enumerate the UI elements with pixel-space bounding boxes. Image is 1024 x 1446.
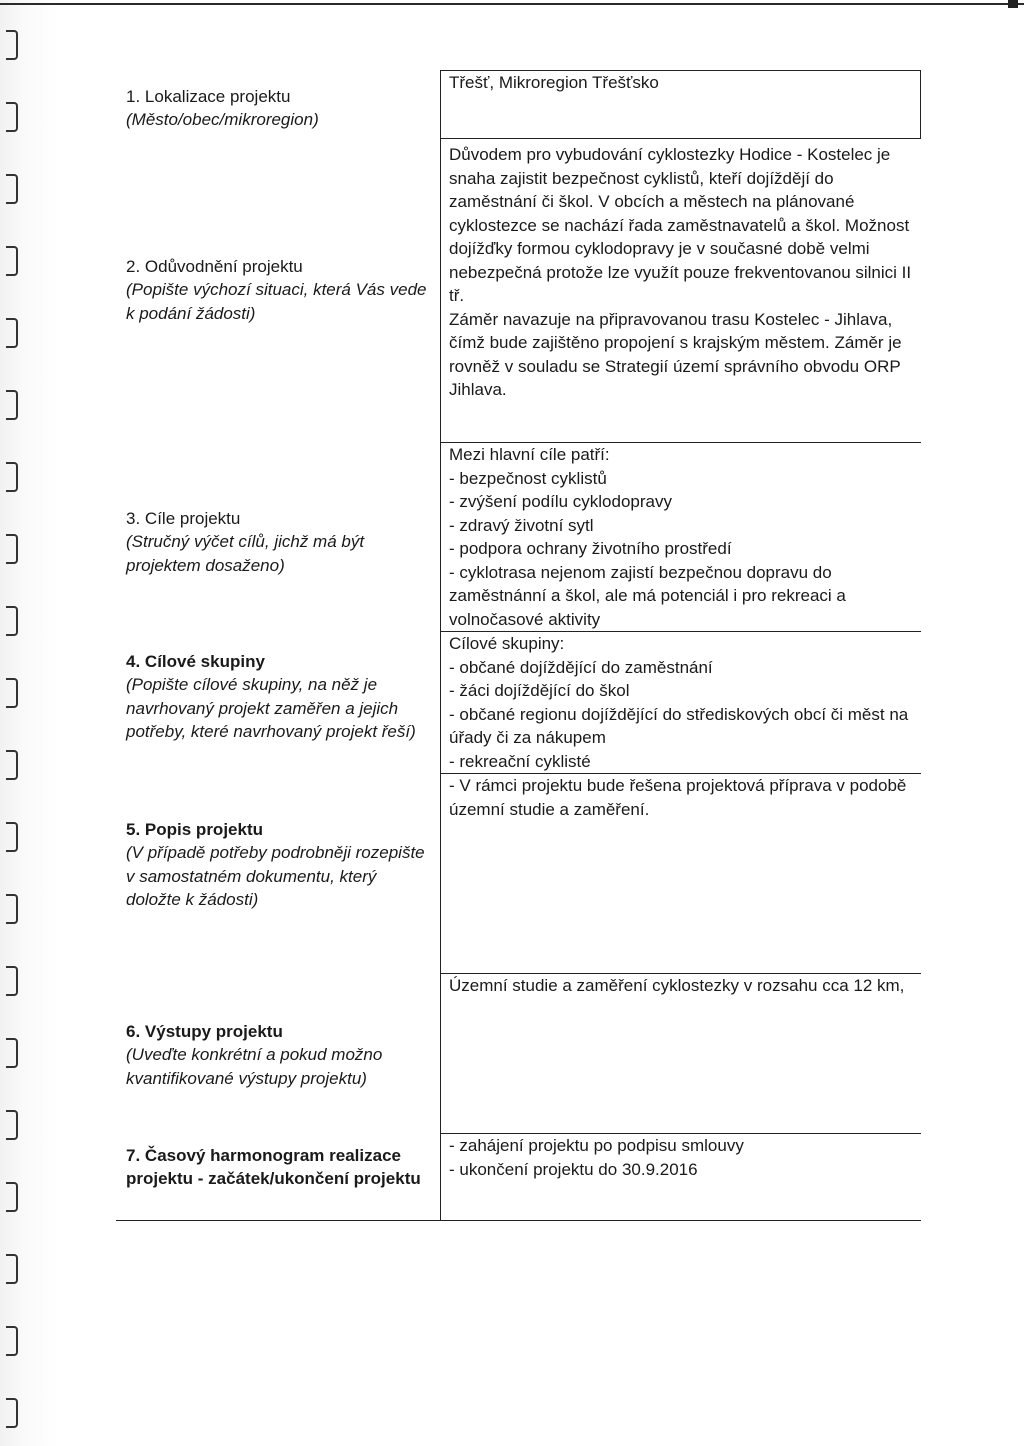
section-content-1: Třešť, Mikroregion Třešťsko (449, 73, 659, 92)
section-row-6 (116, 974, 921, 1134)
section-subtitle-3: (Stručný výčet cílů, jichž má být projektem dosaženo) (126, 532, 365, 575)
group-item-4: - rekreační cyklisté (449, 751, 591, 771)
section-content-6: Územní studie a zaměření cyklostezky v rozsahu cca 12 km, (449, 976, 905, 995)
section-row-3 (116, 443, 921, 632)
corner-mark (1008, 0, 1018, 8)
binding-ring (6, 174, 18, 204)
section-title-2: Odůvodnění projektu (144, 256, 303, 276)
section-label-cell-2 (116, 139, 441, 443)
section-row-4 (116, 632, 921, 774)
binding-ring (6, 102, 18, 132)
binding-ring (6, 1326, 18, 1356)
goal-item-5: - cyklotrasa nejenom zajistí bezpečnou dopravu do zaměstnánní a škol, ale má potenciál i pro rekreaci a volnočasové aktivity (449, 562, 846, 629)
section-content-2-p2: Záměr navazuje na připravovanou trasu Kostelec - Jihlava, čímž bude zajištěno propojení s krajským městem. Záměr je rovněž v souladu se Strategií území správního obvodu ORP Jihlava. (449, 309, 902, 399)
group-item-3: - občané regionu dojíždějící do střediskových obcí či měst na úřady či za nákupem (449, 704, 909, 747)
goals-intro: Mezi hlavní cíle patří: (449, 445, 610, 464)
timeline-end: - ukončení projektu do 30.9.2016 (449, 1159, 698, 1179)
binding-ring (6, 30, 18, 60)
section-title-4: Cílové skupiny (144, 651, 265, 671)
binding-ring (6, 390, 18, 420)
section-label-cell-7 (116, 1134, 441, 1221)
timeline-start: - zahájení projektu po podpisu smlouvy (449, 1136, 744, 1155)
section-content-cell-2 (441, 139, 921, 443)
section-label-cell-1 (116, 71, 441, 139)
binding-ring (6, 606, 18, 636)
section-title-3: Cíle projektu (144, 508, 241, 528)
groups-intro: Cílové skupiny: (449, 634, 565, 653)
section-label-cell-3 (116, 443, 441, 632)
section-content-cell-6 (441, 974, 921, 1134)
binding-ring (6, 678, 18, 708)
binding-ring (6, 822, 18, 852)
section-content-cell-7 (441, 1134, 921, 1221)
section-label-cell-6 (116, 974, 441, 1134)
section-title-6: Výstupy projektu (144, 1021, 283, 1041)
binding-ring (6, 750, 18, 780)
section-number-3: 3. (126, 508, 141, 528)
section-row-2 (116, 139, 921, 443)
project-form-table (116, 70, 921, 1221)
binding-ring (6, 246, 18, 276)
section-content-cell-1 (441, 71, 921, 139)
section-content-cell-5 (441, 774, 921, 974)
section-number-2: 2. (126, 256, 141, 276)
binding-ring (6, 462, 18, 492)
section-title-5: Popis projektu (144, 819, 263, 839)
section-number-4: 4. (126, 651, 141, 671)
binding-ring (6, 1398, 18, 1428)
section-row-5 (116, 774, 921, 974)
section-row-7 (116, 1134, 921, 1221)
section-number-5: 5. (126, 819, 141, 839)
section-content-5: - V rámci projektu bude řešena projektová příprava v podobě územní studie a zaměření. (449, 776, 907, 819)
binding-ring (6, 1254, 18, 1284)
section-subtitle-2: (Popište výchozí situaci, která Vás vede k podání žádosti) (126, 280, 427, 323)
binding-ring (6, 318, 18, 348)
section-number-6: 6. (126, 1021, 141, 1041)
binding-ring (6, 894, 18, 924)
binding-ring (6, 1182, 18, 1212)
binding-ring (6, 1038, 18, 1068)
section-label-cell-5 (116, 774, 441, 974)
section-subtitle-5: (V případě potřeby podrobněji rozepište v samostatném dokumentu, který doložte k žádosti) (126, 843, 425, 909)
binding-ring (6, 1110, 18, 1140)
section-subtitle-1: (Město/obec/mikroregion) (126, 110, 319, 129)
section-subtitle-4: (Popište cílové skupiny, na něž je navrhovaný projekt zaměřen a jejich potřeby, které navrhovaný projekt řeší) (126, 675, 416, 741)
section-label-cell-4 (116, 632, 441, 774)
goal-item-2: - zvýšení podílu cyklodopravy (449, 492, 672, 511)
group-item-2: - žáci dojíždějící do škol (449, 681, 630, 700)
goal-item-3: - zdravý životní sytl (449, 515, 594, 535)
section-number-1: 1. (126, 86, 141, 106)
section-row-1 (116, 71, 921, 139)
section-number-7: 7. (126, 1145, 141, 1165)
spiral-binding (0, 0, 40, 1446)
group-item-1: - občané dojíždějící do zaměstnání (449, 657, 713, 677)
section-subtitle-6: (Uveďte konkrétní a pokud možno kvantifikované výstupy projektu) (126, 1045, 383, 1088)
goal-item-4: - podpora ochrany životního prostředí (449, 539, 732, 558)
binding-ring (6, 966, 18, 996)
section-content-cell-3 (441, 443, 921, 632)
section-title-7: Časový harmonogram realizace projektu - začátek/ukončení projektu (126, 1145, 421, 1188)
goal-item-1: - bezpečnost cyklistů (449, 468, 607, 488)
section-content-cell-4 (441, 632, 921, 774)
binding-ring (6, 534, 18, 564)
section-content-2-p1: Důvodem pro vybudování cyklostezky Hodice - Kostelec je snaha zajistit bezpečnost cyklistů, kteří dojíždějí do zaměstnání či škol. V obcích a městech na plánované cyklostezce se nachází řada zaměstnavatelů a škol. Možnost dojížďky formou cyklodopravy je v současné době velmi nebezpečná protože lze využít pouze frekventovanou silnici II tř. (449, 145, 912, 305)
section-title-1: Lokalizace projektu (144, 86, 291, 106)
top-edge-line (0, 3, 1024, 5)
